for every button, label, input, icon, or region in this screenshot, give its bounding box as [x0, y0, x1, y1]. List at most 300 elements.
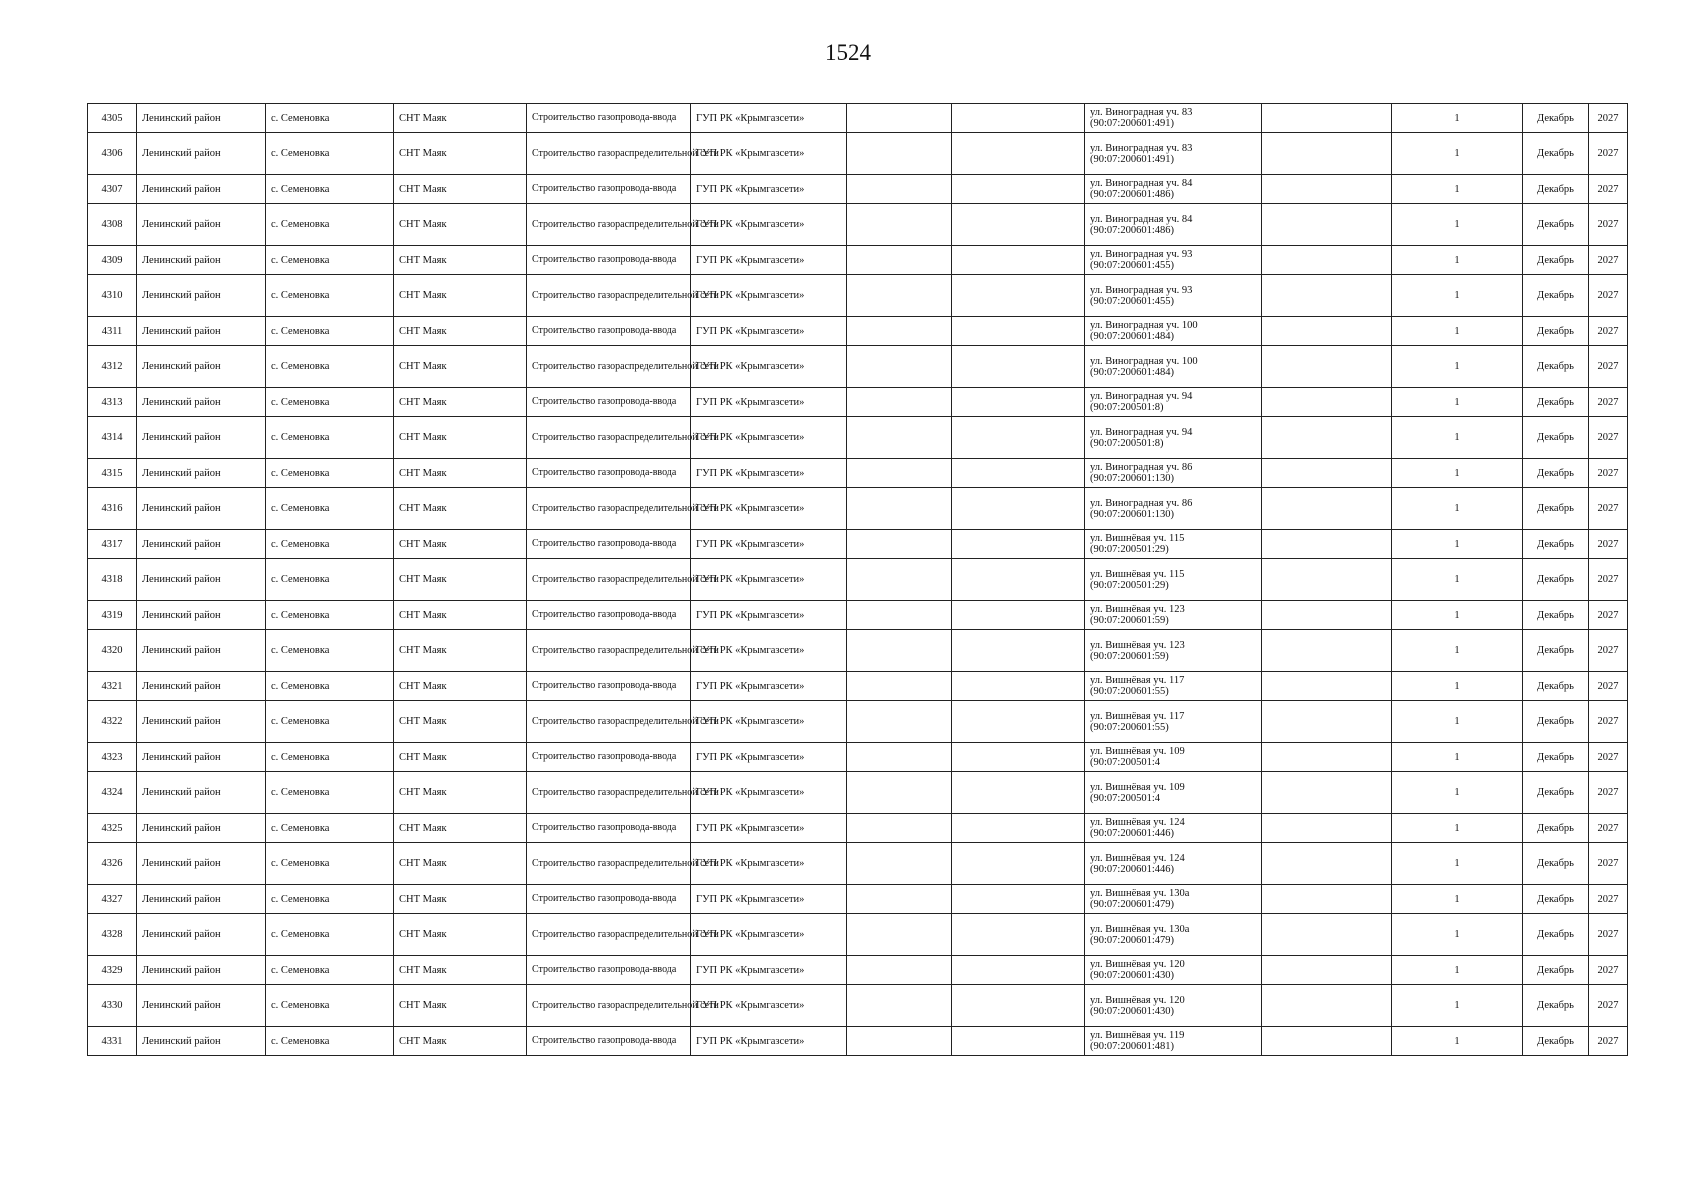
empty-cell: [952, 772, 1085, 814]
address-cell: [1085, 743, 1262, 772]
row-number: 4326: [88, 843, 137, 885]
district-cell: Ленинский район: [137, 417, 266, 459]
district-cell: Ленинский район: [137, 275, 266, 317]
table-row: [88, 601, 1628, 630]
district-cell: Ленинский район: [137, 317, 266, 346]
table-row: [88, 346, 1628, 388]
district-cell: Ленинский район: [137, 530, 266, 559]
row-number: 4317: [88, 530, 137, 559]
organization-cell: ГУП РК «Крымгазсети»: [691, 104, 847, 133]
quantity-cell: 1: [1392, 417, 1523, 459]
empty-cell: [1262, 204, 1392, 246]
address-street: ул. Виноградная уч. 83: [1090, 107, 1193, 118]
empty-cell: [1262, 630, 1392, 672]
row-number: 4318: [88, 559, 137, 601]
village-cell: с. Семеновка: [266, 175, 394, 204]
quantity-cell: 1: [1392, 317, 1523, 346]
empty-cell: [847, 956, 952, 985]
village-cell: с. Семеновка: [266, 488, 394, 530]
quantity-cell: 1: [1392, 1027, 1523, 1056]
work-type-cell: Строительство газопровода-ввода: [527, 601, 691, 630]
address-street: ул. Вишнёвая уч. 117: [1090, 710, 1185, 722]
address-cadastral: (90:07:200601:481): [1090, 1041, 1174, 1052]
quantity-cell: 1: [1392, 346, 1523, 388]
month-cell: Декабрь: [1523, 885, 1589, 914]
address-cell: [1085, 701, 1262, 743]
village-cell: с. Семеновка: [266, 672, 394, 701]
month-cell: Декабрь: [1523, 601, 1589, 630]
quantity-cell: 1: [1392, 914, 1523, 956]
work-type-cell: Строительство газораспределительной сети: [527, 488, 691, 530]
village-cell: с. Семеновка: [266, 630, 394, 672]
address-cell: [1085, 459, 1262, 488]
address-cell: [1085, 530, 1262, 559]
snt-cell: СНТ Маяк: [394, 914, 527, 956]
empty-cell: [952, 488, 1085, 530]
empty-cell: [1262, 133, 1392, 175]
address-street: ул. Виноградная уч. 83: [1090, 142, 1193, 154]
page-number: 1524: [825, 40, 871, 65]
district-cell: Ленинский район: [137, 388, 266, 417]
empty-cell: [1262, 701, 1392, 743]
district-cell: Ленинский район: [137, 814, 266, 843]
village-cell: с. Семеновка: [266, 885, 394, 914]
quantity-cell: 1: [1392, 843, 1523, 885]
address-street: ул. Вишнёвая уч. 130а: [1090, 888, 1190, 899]
year-cell: 2027: [1589, 246, 1628, 275]
district-cell: Ленинский район: [137, 772, 266, 814]
row-number: 4324: [88, 772, 137, 814]
address-cell: [1085, 488, 1262, 530]
snt-cell: СНТ Маяк: [394, 672, 527, 701]
year-cell: 2027: [1589, 956, 1628, 985]
empty-cell: [952, 104, 1085, 133]
quantity-cell: 1: [1392, 133, 1523, 175]
snt-cell: СНТ Маяк: [394, 630, 527, 672]
address-cadastral: (90:07:200601:486): [1090, 189, 1174, 200]
organization-cell: ГУП РК «Крымгазсети»: [691, 1027, 847, 1056]
empty-cell: [1262, 559, 1392, 601]
month-cell: Декабрь: [1523, 246, 1589, 275]
empty-cell: [847, 885, 952, 914]
quantity-cell: 1: [1392, 956, 1523, 985]
empty-cell: [952, 814, 1085, 843]
row-number: 4315: [88, 459, 137, 488]
table-row: [88, 743, 1628, 772]
address-cadastral: (90:07:200501:29): [1090, 544, 1169, 555]
empty-cell: [952, 133, 1085, 175]
row-number: 4309: [88, 246, 137, 275]
month-cell: Декабрь: [1523, 317, 1589, 346]
quantity-cell: 1: [1392, 488, 1523, 530]
empty-cell: [1262, 672, 1392, 701]
snt-cell: СНТ Маяк: [394, 104, 527, 133]
empty-cell: [952, 317, 1085, 346]
row-number: 4325: [88, 814, 137, 843]
year-cell: 2027: [1589, 104, 1628, 133]
year-cell: 2027: [1589, 417, 1628, 459]
address-cell: [1085, 204, 1262, 246]
address-street: ул. Вишнёвая уч. 115: [1090, 568, 1185, 580]
table-row: [88, 672, 1628, 701]
address-street: ул. Виноградная уч. 86: [1090, 462, 1193, 473]
year-cell: 2027: [1589, 317, 1628, 346]
table-row: [88, 246, 1628, 275]
year-cell: 2027: [1589, 601, 1628, 630]
year-cell: 2027: [1589, 743, 1628, 772]
address-cadastral: (90:07:200601:446): [1090, 863, 1174, 875]
district-cell: Ленинский район: [137, 104, 266, 133]
address-cell: [1085, 246, 1262, 275]
snt-cell: СНТ Маяк: [394, 488, 527, 530]
empty-cell: [847, 133, 952, 175]
empty-cell: [847, 743, 952, 772]
table-row: [88, 104, 1628, 133]
year-cell: 2027: [1589, 275, 1628, 317]
work-type-cell: Строительство газопровода-ввода: [527, 743, 691, 772]
organization-cell: ГУП РК «Крымгазсети»: [691, 814, 847, 843]
work-type-cell: Строительство газораспределительной сети: [527, 630, 691, 672]
address-cadastral: (90:07:200601:486): [1090, 224, 1174, 236]
row-number: 4323: [88, 743, 137, 772]
empty-cell: [952, 601, 1085, 630]
address-cell: [1085, 814, 1262, 843]
table-row: [88, 630, 1628, 672]
address-cell: [1085, 956, 1262, 985]
address-cell: [1085, 133, 1262, 175]
snt-cell: СНТ Маяк: [394, 772, 527, 814]
organization-cell: ГУП РК «Крымгазсети»: [691, 530, 847, 559]
address-cadastral: (90:07:200601:55): [1090, 721, 1169, 733]
table-row: [88, 885, 1628, 914]
registry-body: [88, 104, 1628, 1056]
organization-cell: ГУП РК «Крымгазсети»: [691, 601, 847, 630]
quantity-cell: 1: [1392, 388, 1523, 417]
work-type-cell: Строительство газораспределительной сети: [527, 275, 691, 317]
address-street: ул. Виноградная уч. 94: [1090, 426, 1193, 438]
work-type-cell: Строительство газораспределительной сети: [527, 843, 691, 885]
address-street: ул. Вишнёвая уч. 120: [1090, 959, 1185, 970]
quantity-cell: 1: [1392, 175, 1523, 204]
empty-cell: [952, 914, 1085, 956]
district-cell: Ленинский район: [137, 133, 266, 175]
work-type-cell: Строительство газораспределительной сети: [527, 701, 691, 743]
empty-cell: [1262, 104, 1392, 133]
work-type-cell: Строительство газораспределительной сети: [527, 133, 691, 175]
row-number: 4308: [88, 204, 137, 246]
snt-cell: СНТ Маяк: [394, 317, 527, 346]
address-cadastral: (90:07:200601:430): [1090, 970, 1174, 981]
organization-cell: ГУП РК «Крымгазсети»: [691, 559, 847, 601]
year-cell: 2027: [1589, 814, 1628, 843]
address-street: ул. Виноградная уч. 94: [1090, 391, 1193, 402]
address-cadastral: (90:07:200601:455): [1090, 260, 1174, 271]
address-cell: [1085, 104, 1262, 133]
snt-cell: СНТ Маяк: [394, 559, 527, 601]
organization-cell: ГУП РК «Крымгазсети»: [691, 488, 847, 530]
table-row: [88, 317, 1628, 346]
address-cell: [1085, 275, 1262, 317]
address-cadastral: (90:07:200601:491): [1090, 118, 1174, 129]
empty-cell: [847, 459, 952, 488]
table-row: [88, 175, 1628, 204]
address-cadastral: (90:07:200601:130): [1090, 473, 1174, 484]
organization-cell: ГУП РК «Крымгазсети»: [691, 885, 847, 914]
snt-cell: СНТ Маяк: [394, 204, 527, 246]
snt-cell: СНТ Маяк: [394, 133, 527, 175]
empty-cell: [1262, 601, 1392, 630]
work-type-cell: Строительство газопровода-ввода: [527, 814, 691, 843]
address-cadastral: (90:07:200501:8): [1090, 437, 1164, 449]
address-cadastral: (90:07:200501:29): [1090, 579, 1169, 591]
district-cell: Ленинский район: [137, 743, 266, 772]
address-cell: [1085, 672, 1262, 701]
organization-cell: ГУП РК «Крымгазсети»: [691, 459, 847, 488]
village-cell: с. Семеновка: [266, 985, 394, 1027]
snt-cell: СНТ Маяк: [394, 175, 527, 204]
table-row: [88, 488, 1628, 530]
address-cadastral: (90:07:200601:455): [1090, 295, 1174, 307]
district-cell: Ленинский район: [137, 701, 266, 743]
empty-cell: [952, 956, 1085, 985]
quantity-cell: 1: [1392, 885, 1523, 914]
year-cell: 2027: [1589, 530, 1628, 559]
address-cell: [1085, 559, 1262, 601]
table-row: [88, 985, 1628, 1027]
row-number: 4330: [88, 985, 137, 1027]
row-number: 4328: [88, 914, 137, 956]
empty-cell: [952, 559, 1085, 601]
empty-cell: [847, 1027, 952, 1056]
snt-cell: СНТ Маяк: [394, 985, 527, 1027]
empty-cell: [847, 388, 952, 417]
organization-cell: ГУП РК «Крымгазсети»: [691, 772, 847, 814]
address-cadastral: (90:07:200601:479): [1090, 934, 1174, 946]
year-cell: 2027: [1589, 388, 1628, 417]
empty-cell: [952, 1027, 1085, 1056]
work-type-cell: Строительство газопровода-ввода: [527, 175, 691, 204]
address-cell: [1085, 601, 1262, 630]
empty-cell: [1262, 317, 1392, 346]
month-cell: Декабрь: [1523, 275, 1589, 317]
row-number: 4322: [88, 701, 137, 743]
work-type-cell: Строительство газопровода-ввода: [527, 1027, 691, 1056]
snt-cell: СНТ Маяк: [394, 885, 527, 914]
empty-cell: [952, 843, 1085, 885]
address-cell: [1085, 985, 1262, 1027]
month-cell: Декабрь: [1523, 843, 1589, 885]
address-cadastral: (90:07:200601:484): [1090, 366, 1174, 378]
village-cell: с. Семеновка: [266, 317, 394, 346]
district-cell: Ленинский район: [137, 204, 266, 246]
district-cell: Ленинский район: [137, 246, 266, 275]
empty-cell: [1262, 956, 1392, 985]
month-cell: Декабрь: [1523, 814, 1589, 843]
empty-cell: [847, 104, 952, 133]
district-cell: Ленинский район: [137, 672, 266, 701]
address-cell: [1085, 885, 1262, 914]
organization-cell: ГУП РК «Крымгазсети»: [691, 133, 847, 175]
address-street: ул. Вишнёвая уч. 119: [1090, 1030, 1185, 1041]
snt-cell: СНТ Маяк: [394, 956, 527, 985]
snt-cell: СНТ Маяк: [394, 701, 527, 743]
address-street: ул. Вишнёвая уч. 120: [1090, 994, 1185, 1006]
empty-cell: [1262, 459, 1392, 488]
table-row: [88, 417, 1628, 459]
row-number: 4321: [88, 672, 137, 701]
village-cell: с. Семеновка: [266, 601, 394, 630]
address-street: ул. Вишнёвая уч. 117: [1090, 675, 1185, 686]
empty-cell: [847, 914, 952, 956]
address-cell: [1085, 317, 1262, 346]
organization-cell: ГУП РК «Крымгазсети»: [691, 417, 847, 459]
empty-cell: [847, 246, 952, 275]
empty-cell: [1262, 843, 1392, 885]
empty-cell: [952, 417, 1085, 459]
address-cadastral: (90:07:200601:59): [1090, 650, 1169, 662]
quantity-cell: 1: [1392, 104, 1523, 133]
district-cell: Ленинский район: [137, 601, 266, 630]
empty-cell: [952, 701, 1085, 743]
address-street: ул. Виноградная уч. 84: [1090, 213, 1193, 225]
empty-cell: [847, 488, 952, 530]
work-type-cell: Строительство газораспределительной сети: [527, 417, 691, 459]
row-number: 4311: [88, 317, 137, 346]
empty-cell: [847, 672, 952, 701]
address-street: ул. Вишнёвая уч. 123: [1090, 639, 1185, 651]
address-cell: [1085, 175, 1262, 204]
table-row: [88, 275, 1628, 317]
empty-cell: [847, 204, 952, 246]
empty-cell: [847, 559, 952, 601]
village-cell: с. Семеновка: [266, 772, 394, 814]
empty-cell: [1262, 530, 1392, 559]
village-cell: с. Семеновка: [266, 530, 394, 559]
empty-cell: [952, 346, 1085, 388]
snt-cell: СНТ Маяк: [394, 346, 527, 388]
quantity-cell: 1: [1392, 601, 1523, 630]
work-type-cell: Строительство газопровода-ввода: [527, 885, 691, 914]
work-type-cell: Строительство газопровода-ввода: [527, 672, 691, 701]
village-cell: с. Семеновка: [266, 956, 394, 985]
row-number: 4331: [88, 1027, 137, 1056]
address-street: ул. Вишнёвая уч. 124: [1090, 817, 1185, 828]
organization-cell: ГУП РК «Крымгазсети»: [691, 672, 847, 701]
address-cadastral: (90:07:200601:479): [1090, 899, 1174, 910]
empty-cell: [847, 317, 952, 346]
organization-cell: ГУП РК «Крымгазсети»: [691, 317, 847, 346]
quantity-cell: 1: [1392, 204, 1523, 246]
row-number: 4329: [88, 956, 137, 985]
empty-cell: [952, 743, 1085, 772]
snt-cell: СНТ Маяк: [394, 814, 527, 843]
address-cadastral: (90:07:200501:8): [1090, 402, 1164, 413]
table-row: [88, 1027, 1628, 1056]
empty-cell: [952, 275, 1085, 317]
district-cell: Ленинский район: [137, 488, 266, 530]
year-cell: 2027: [1589, 672, 1628, 701]
year-cell: 2027: [1589, 630, 1628, 672]
snt-cell: СНТ Маяк: [394, 417, 527, 459]
empty-cell: [1262, 388, 1392, 417]
address-street: ул. Виноградная уч. 86: [1090, 497, 1193, 509]
organization-cell: ГУП РК «Крымгазсети»: [691, 914, 847, 956]
organization-cell: ГУП РК «Крымгазсети»: [691, 743, 847, 772]
address-cadastral: (90:07:200601:59): [1090, 615, 1169, 626]
empty-cell: [952, 459, 1085, 488]
empty-cell: [952, 204, 1085, 246]
address-street: ул. Вишнёвая уч. 123: [1090, 604, 1185, 615]
empty-cell: [1262, 772, 1392, 814]
year-cell: 2027: [1589, 559, 1628, 601]
empty-cell: [952, 885, 1085, 914]
table-row: [88, 701, 1628, 743]
organization-cell: ГУП РК «Крымгазсети»: [691, 985, 847, 1027]
work-type-cell: Строительство газопровода-ввода: [527, 459, 691, 488]
district-cell: Ленинский район: [137, 1027, 266, 1056]
work-type-cell: Строительство газораспределительной сети: [527, 346, 691, 388]
village-cell: с. Семеновка: [266, 204, 394, 246]
table-row: [88, 843, 1628, 885]
empty-cell: [1262, 346, 1392, 388]
quantity-cell: 1: [1392, 559, 1523, 601]
district-cell: Ленинский район: [137, 346, 266, 388]
month-cell: Декабрь: [1523, 914, 1589, 956]
registry-table: [87, 103, 1628, 1056]
table-row: [88, 459, 1628, 488]
work-type-cell: Строительство газопровода-ввода: [527, 388, 691, 417]
address-cadastral: (90:07:200601:484): [1090, 331, 1174, 342]
organization-cell: ГУП РК «Крымгазсети»: [691, 346, 847, 388]
work-type-cell: Строительство газораспределительной сети: [527, 985, 691, 1027]
year-cell: 2027: [1589, 843, 1628, 885]
snt-cell: СНТ Маяк: [394, 530, 527, 559]
work-type-cell: Строительство газопровода-ввода: [527, 104, 691, 133]
address-street: ул. Виноградная уч. 84: [1090, 178, 1193, 189]
table-row: [88, 133, 1628, 175]
row-number: 4306: [88, 133, 137, 175]
month-cell: Декабрь: [1523, 701, 1589, 743]
month-cell: Декабрь: [1523, 630, 1589, 672]
address-cell: [1085, 914, 1262, 956]
organization-cell: ГУП РК «Крымгазсети»: [691, 843, 847, 885]
address-cadastral: (90:07:200501:4: [1090, 792, 1160, 804]
organization-cell: ГУП РК «Крымгазсети»: [691, 175, 847, 204]
village-cell: с. Семеновка: [266, 104, 394, 133]
village-cell: с. Семеновка: [266, 701, 394, 743]
quantity-cell: 1: [1392, 985, 1523, 1027]
snt-cell: СНТ Маяк: [394, 459, 527, 488]
work-type-cell: Строительство газораспределительной сети: [527, 559, 691, 601]
quantity-cell: 1: [1392, 630, 1523, 672]
row-number: 4305: [88, 104, 137, 133]
row-number: 4313: [88, 388, 137, 417]
empty-cell: [847, 772, 952, 814]
village-cell: с. Семеновка: [266, 246, 394, 275]
month-cell: Декабрь: [1523, 133, 1589, 175]
village-cell: с. Семеновка: [266, 346, 394, 388]
address-street: ул. Вишнёвая уч. 130а: [1090, 923, 1190, 935]
address-cadastral: (90:07:200601:130): [1090, 508, 1174, 520]
empty-cell: [847, 985, 952, 1027]
year-cell: 2027: [1589, 772, 1628, 814]
year-cell: 2027: [1589, 914, 1628, 956]
quantity-cell: 1: [1392, 672, 1523, 701]
district-cell: Ленинский район: [137, 885, 266, 914]
empty-cell: [1262, 246, 1392, 275]
year-cell: 2027: [1589, 133, 1628, 175]
village-cell: с. Семеновка: [266, 459, 394, 488]
